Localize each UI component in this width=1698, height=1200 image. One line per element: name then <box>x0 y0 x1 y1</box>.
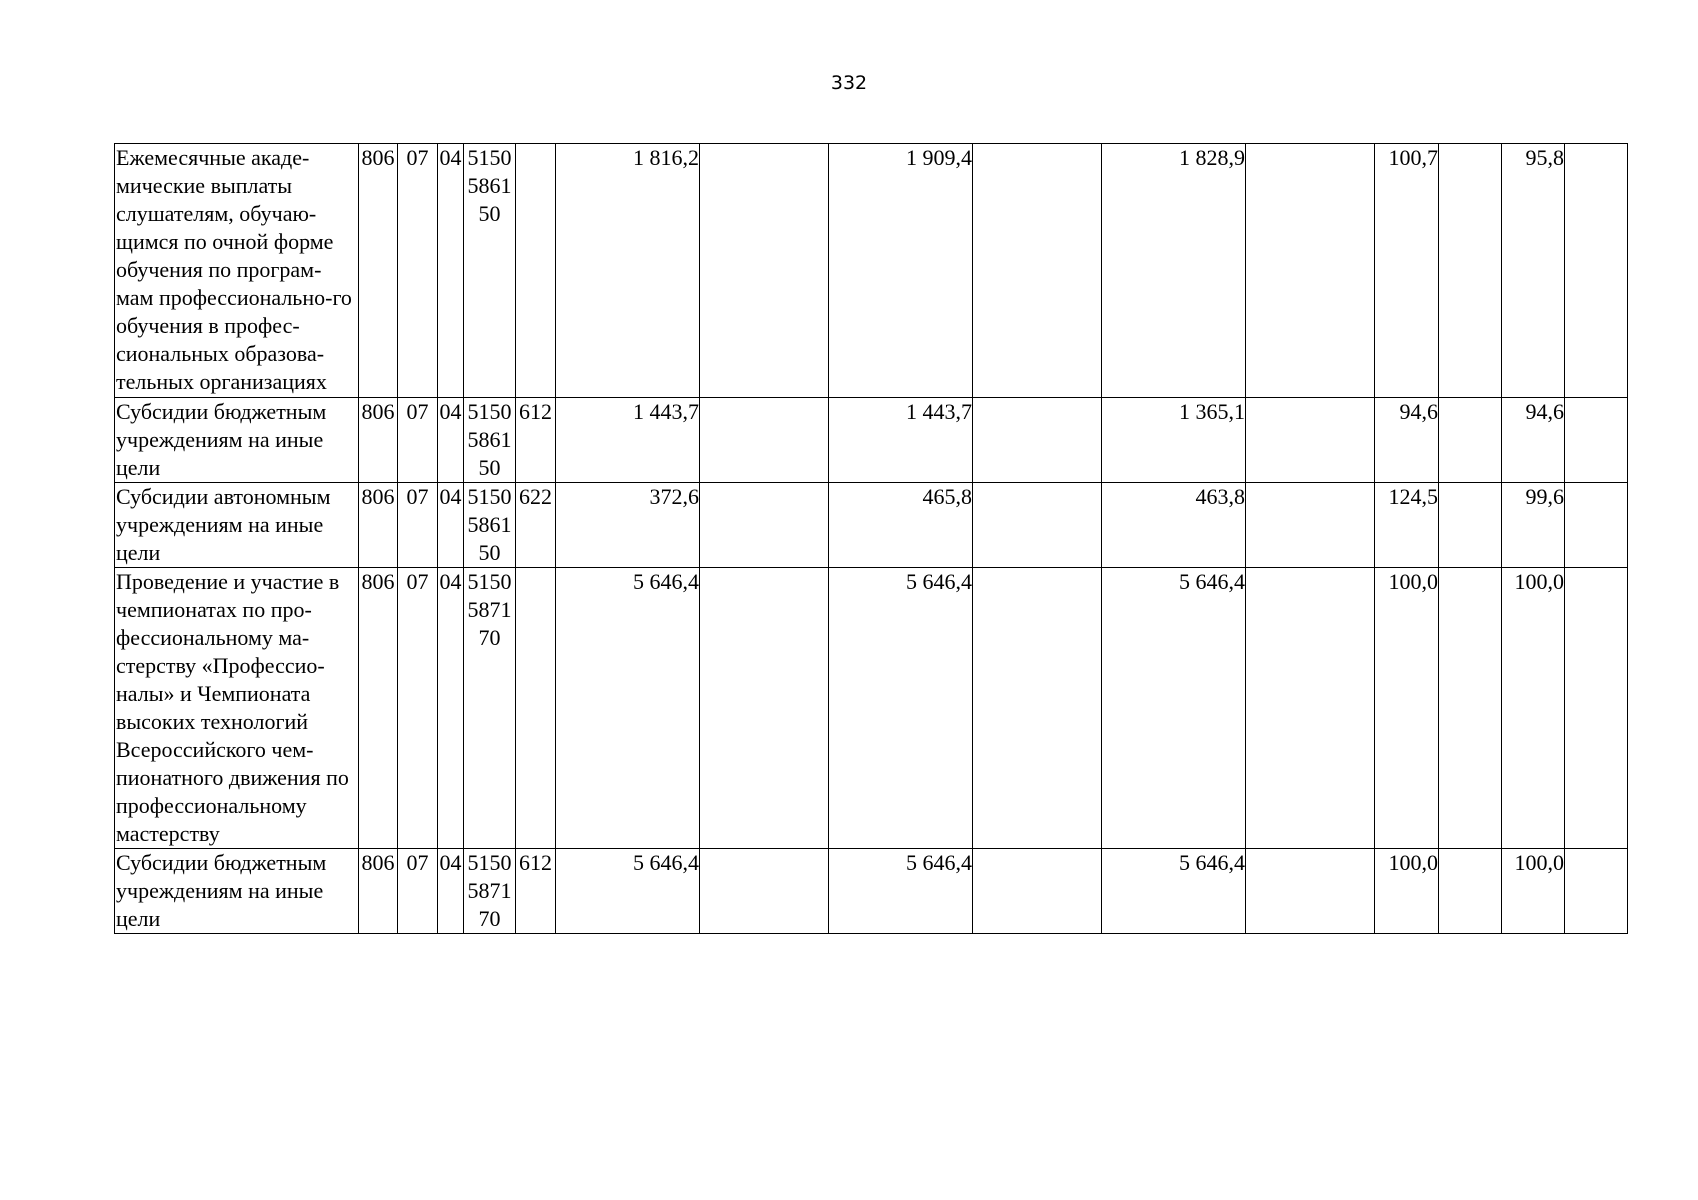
ministry-code: 806 <box>359 568 398 849</box>
row-name: Ежемесячные акаде-мические выплаты слушателям, обучаю-щимся по очной форме обучения по програм-мам профессионально-го обучения в профес-сиональных образова-тельных организациях <box>115 144 359 398</box>
empty-cell <box>1246 849 1375 934</box>
ministry-code: 806 <box>359 849 398 934</box>
target-article-code: 5150 5871 70 <box>464 568 516 849</box>
percent-1: 100,0 <box>1375 849 1439 934</box>
empty-cell <box>1439 144 1502 398</box>
row-name: Субсидии автономным учреждениям на иные цели <box>115 483 359 568</box>
expense-type-code <box>516 144 556 398</box>
empty-cell <box>1439 398 1502 483</box>
empty-cell <box>973 398 1102 483</box>
row-name: Субсидии бюджетным учреждениям на иные цели <box>115 398 359 483</box>
percent-2: 99,6 <box>1502 483 1565 568</box>
percent-2: 100,0 <box>1502 568 1565 849</box>
section-code: 07 <box>398 144 438 398</box>
expense-type-code: 612 <box>516 849 556 934</box>
value-1: 1 816,2 <box>556 144 700 398</box>
empty-cell <box>1439 483 1502 568</box>
target-article-code: 5150 5861 50 <box>464 398 516 483</box>
row-name: Субсидии бюджетным учреждениям на иные цели <box>115 849 359 934</box>
subsection-code: 04 <box>438 483 464 568</box>
table-row <box>115 849 1628 934</box>
empty-cell <box>1246 398 1375 483</box>
table-row <box>115 398 1628 483</box>
page-number: 332 <box>830 72 868 94</box>
empty-cell <box>973 144 1102 398</box>
empty-cell <box>973 568 1102 849</box>
table-row <box>115 144 1628 398</box>
percent-1: 124,5 <box>1375 483 1439 568</box>
empty-cell <box>700 849 829 934</box>
empty-cell <box>1565 483 1628 568</box>
percent-1: 94,6 <box>1375 398 1439 483</box>
ministry-code: 806 <box>359 398 398 483</box>
percent-2: 94,6 <box>1502 398 1565 483</box>
empty-cell <box>700 483 829 568</box>
target-article-code: 5150 5861 50 <box>464 144 516 398</box>
value-2: 1 443,7 <box>829 398 973 483</box>
subsection-code: 04 <box>438 568 464 849</box>
table-row <box>115 568 1628 849</box>
empty-cell <box>1439 849 1502 934</box>
percent-1: 100,0 <box>1375 568 1439 849</box>
empty-cell <box>973 849 1102 934</box>
section-code: 07 <box>398 483 438 568</box>
value-1: 1 443,7 <box>556 398 700 483</box>
value-3: 1 365,1 <box>1102 398 1246 483</box>
empty-cell <box>973 483 1102 568</box>
value-3: 1 828,9 <box>1102 144 1246 398</box>
section-code: 07 <box>398 398 438 483</box>
empty-cell <box>1246 483 1375 568</box>
ministry-code: 806 <box>359 483 398 568</box>
empty-cell <box>700 398 829 483</box>
empty-cell <box>700 568 829 849</box>
row-name: Проведение и участие в чемпионатах по про-фессиональному ма-стерству «Профессио-налы» и Чемпионата высоких технологий Всероссийского чем-пионатного движения по профессиональному мастерству <box>115 568 359 849</box>
expense-type-code: 622 <box>516 483 556 568</box>
empty-cell <box>1439 568 1502 849</box>
subsection-code: 04 <box>438 144 464 398</box>
empty-cell <box>1246 568 1375 849</box>
ministry-code: 806 <box>359 144 398 398</box>
empty-cell <box>1565 849 1628 934</box>
value-1: 5 646,4 <box>556 849 700 934</box>
value-1: 5 646,4 <box>556 568 700 849</box>
percent-1: 100,7 <box>1375 144 1439 398</box>
table-row <box>115 483 1628 568</box>
percent-2: 100,0 <box>1502 849 1565 934</box>
empty-cell <box>1565 144 1628 398</box>
value-2: 465,8 <box>829 483 973 568</box>
value-2: 5 646,4 <box>829 849 973 934</box>
budget-table <box>114 143 1628 934</box>
empty-cell <box>1246 144 1375 398</box>
empty-cell <box>1565 398 1628 483</box>
section-code: 07 <box>398 568 438 849</box>
value-3: 463,8 <box>1102 483 1246 568</box>
value-1: 372,6 <box>556 483 700 568</box>
percent-2: 95,8 <box>1502 144 1565 398</box>
target-article-code: 5150 5871 70 <box>464 849 516 934</box>
value-3: 5 646,4 <box>1102 849 1246 934</box>
target-article-code: 5150 5861 50 <box>464 483 516 568</box>
empty-cell <box>700 144 829 398</box>
empty-cell <box>1565 568 1628 849</box>
expense-type-code: 612 <box>516 398 556 483</box>
value-2: 1 909,4 <box>829 144 973 398</box>
section-code: 07 <box>398 849 438 934</box>
subsection-code: 04 <box>438 849 464 934</box>
expense-type-code <box>516 568 556 849</box>
value-2: 5 646,4 <box>829 568 973 849</box>
value-3: 5 646,4 <box>1102 568 1246 849</box>
subsection-code: 04 <box>438 398 464 483</box>
